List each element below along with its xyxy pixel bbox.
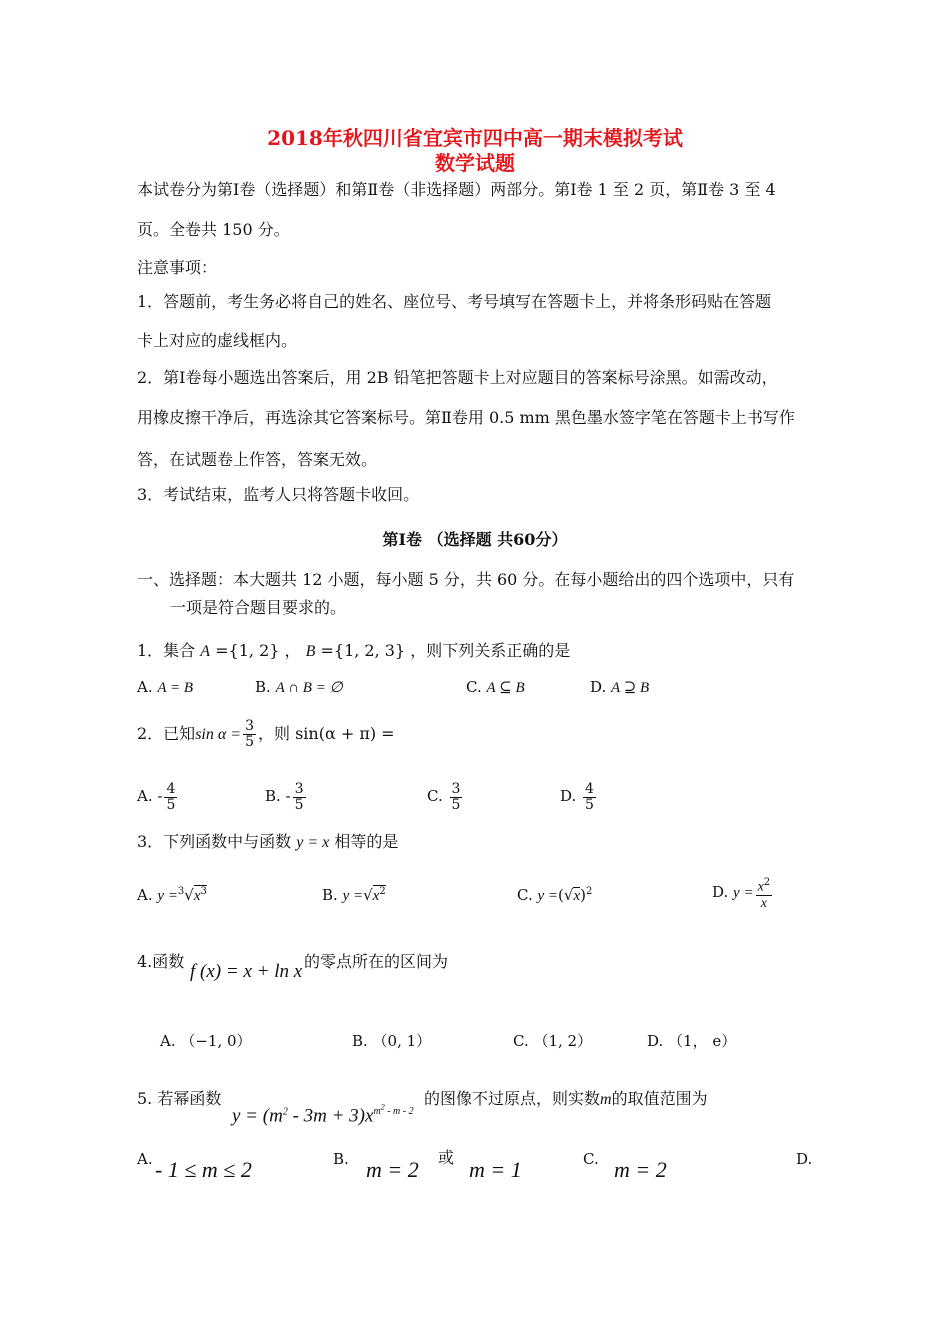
question-2-stem: 2．已知sin α = $\frac{3}{5}$ ，则 sin(α + π) =: [137, 718, 395, 750]
q3-option-c[interactable]: C. $y =(√x)^2$: [517, 886, 593, 904]
q5-option-b-or: 或: [438, 1148, 455, 1167]
note-2b: 用橡皮擦干净后，再选涂其它答案标号。第Ⅱ卷用 0.5 mm 黑色墨水签字笔在答题卡上书写作: [137, 408, 795, 427]
question-4-stem-a: 4.函数: [137, 952, 185, 971]
q5-option-b-1[interactable]: m = 2: [366, 1157, 419, 1182]
q3-option-a[interactable]: A. $y =^3√x^3$: [137, 886, 207, 904]
q2-fraction: $\frac{3}{5}$: [245, 718, 254, 750]
q4-option-d[interactable]: D. （1， e）: [647, 1032, 737, 1050]
q5-option-d-label[interactable]: D.: [796, 1150, 813, 1168]
q5-option-c-label[interactable]: C.: [583, 1150, 599, 1168]
section-heading: 第Ⅰ卷 （选择题 共60分）: [382, 530, 568, 549]
note-1a: 1．答题前，考生务必将自己的姓名、座位号、考号填写在答题卡上，并将条形码贴在答题: [137, 292, 772, 311]
page-title: 2018年秋四川省宜宾市四中高一期末模拟考试: [267, 126, 683, 150]
notes-title: 注意事项：: [137, 258, 218, 277]
q2-option-a[interactable]: A. - $\frac{4}{5}$: [137, 780, 176, 813]
q5-option-c[interactable]: m = 2: [614, 1157, 667, 1182]
section-desc-2: 一项是符合题目要求的。: [170, 598, 347, 617]
question-3-stem: 3．下列函数中与函数 y = x 相等的是: [137, 832, 399, 851]
question-5-stem-b: 的图像不过原点，则实数m的取值范围为: [424, 1089, 708, 1108]
note-3: 3．考试结束，监考人只将答题卡收回。: [137, 485, 420, 504]
q5-option-a[interactable]: - 1 ≤ m ≤ 2: [155, 1157, 252, 1182]
q2-option-b[interactable]: B. - $\frac{3}{5}$: [265, 780, 304, 813]
note-2a: 2．第Ⅰ卷每小题选出答案后，用 2B 铅笔把答题卡上对应题目的答案标号涂黑。如需改动，: [137, 368, 778, 387]
intro-line-2: 页。全卷共 150 分。: [137, 220, 290, 239]
q1-option-d[interactable]: D. A ⊇ B: [590, 678, 650, 696]
q4-function: f (x) = x + ln x: [190, 961, 303, 982]
section-desc-1: 一、选择题：本大题共 12 小题，每小题 5 分，共 60 分。在每小题给出的四个选项中，只有: [137, 570, 795, 589]
q5-function: $y = (m^2 - 3m + 3)x^{m^2 - m - 2}$: [232, 1103, 414, 1127]
q4-option-a[interactable]: A. （−1, 0）: [160, 1032, 252, 1050]
note-2c: 答，在试题卷上作答，答案无效。: [137, 450, 378, 469]
q1-option-a[interactable]: A. A = B: [137, 678, 194, 696]
q4-option-c[interactable]: C. （1, 2）: [513, 1032, 593, 1050]
q5-option-a-label[interactable]: A.: [137, 1150, 153, 1168]
page-subtitle: 数学试题: [435, 151, 515, 175]
q5-option-b-2[interactable]: m = 1: [469, 1157, 522, 1182]
question-5-stem-a: 5. 若幂函数: [137, 1089, 222, 1108]
q5-option-b-label[interactable]: B.: [333, 1150, 349, 1168]
question-4-stem-b: 的零点所在的区间为: [304, 952, 449, 971]
q2-option-d[interactable]: D. $\frac{4}{5}$: [560, 780, 594, 813]
q1-option-c[interactable]: C. A ⊆ B: [466, 678, 525, 696]
question-1-stem: 1．集合 A ={1, 2} ， B ={1, 2, 3} ，则下列关系正确的是: [137, 641, 571, 660]
q3-option-b[interactable]: B. $y =√x^2$: [322, 886, 386, 904]
note-1b: 卡上对应的虚线框内。: [137, 331, 298, 350]
q4-option-b[interactable]: B. （0, 1）: [352, 1032, 432, 1050]
q2-option-c[interactable]: C. $\frac{3}{5}$: [427, 780, 461, 813]
q3-option-d[interactable]: D. y = $\frac{x^2}{x}$: [712, 877, 771, 911]
intro-line-1: 本试卷分为第Ⅰ卷（选择题）和第Ⅱ卷（非选择题）两部分。第Ⅰ卷 1 至 2 页，第Ⅱ卷 3 至 4: [137, 180, 776, 199]
q1-option-b[interactable]: B. A ∩ B = ∅: [255, 678, 343, 696]
